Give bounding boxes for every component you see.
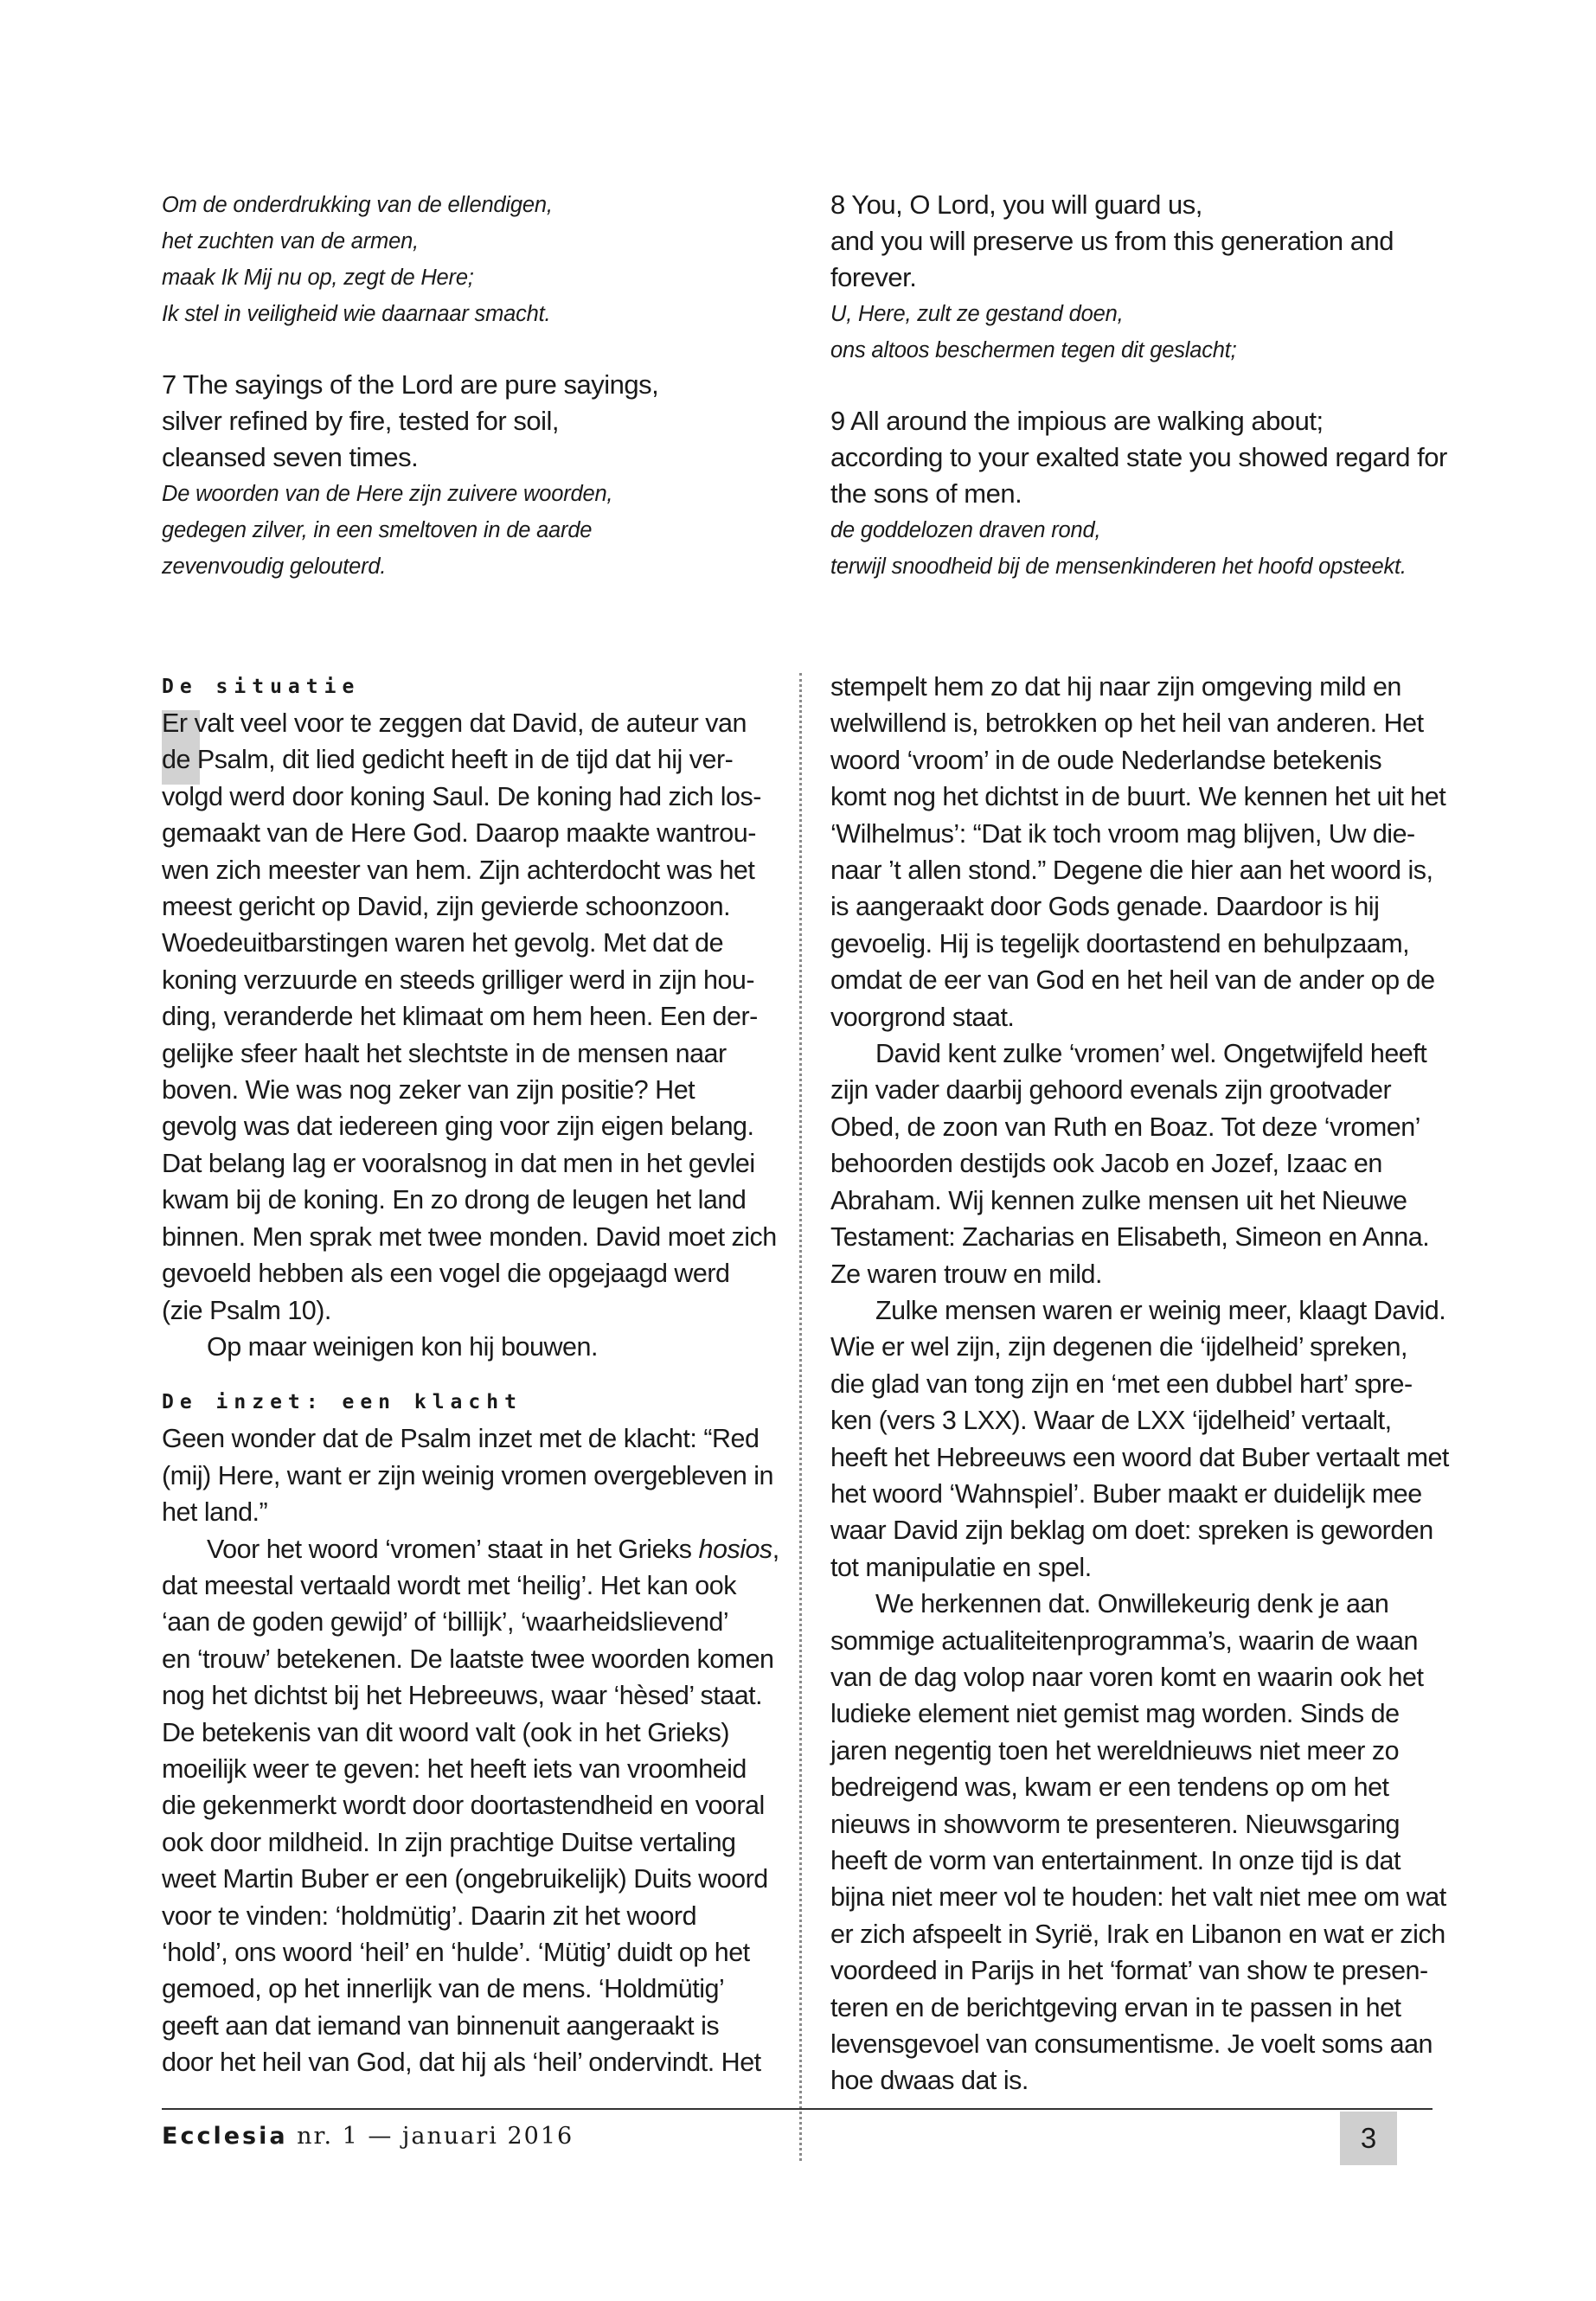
verse-line: silver refined by fire, tested for soil, xyxy=(162,406,559,436)
text-line: Er valt veel voor te zeggen dat David, de auteur van xyxy=(162,708,747,738)
verse-line: the sons of men. xyxy=(830,478,1022,509)
verse8-english xyxy=(830,187,1453,296)
text-line: gevoeld hebben als een vogel die opgejaagd werd xyxy=(162,1259,730,1289)
text-line: die gekenmerkt wordt door doortastendheid en vooral xyxy=(162,1791,765,1821)
text-line: Wie er wel zijn, zijn degenen die ‘ijdelheid’ spreken, xyxy=(830,1332,1407,1362)
verse-line: cleansed seven times. xyxy=(162,442,419,472)
paragraph-inzet xyxy=(162,1420,785,2080)
text-line: (zie Psalm 10). xyxy=(162,1295,331,1325)
verse-line: de goddelozen draven rond, xyxy=(830,518,1101,542)
text-line: bedreigend was, kwam er een tendens op om het xyxy=(830,1772,1389,1803)
text-line: stempelt hem zo dat hij naar zijn omgeving mild en xyxy=(830,672,1401,702)
text-line: geeft aan dat iemand van binnenuit aangeraakt is xyxy=(162,2010,720,2041)
text-line: binnen. Men sprak met twee monden. David moet zich xyxy=(162,1221,777,1252)
text-line: Zulke mensen waren er weinig meer, klaagt David. xyxy=(875,1295,1446,1325)
text-line: voordeed in Parijs in het ‘format’ van show te presen- xyxy=(830,1956,1428,1986)
text-line: De betekenis van dit woord valt (ook in het Grieks) xyxy=(162,1717,729,1747)
text-line: Dat belang lag er vooralsnog in dat men in het gevlei xyxy=(162,1148,755,1178)
text-line: het woord ‘Wahnspiel’. Buber maakt er duidelijk mee xyxy=(830,1478,1422,1509)
text-line: levensgevoel van consumentisme. Je voelt soms aan xyxy=(830,2029,1433,2060)
text-line: gelijke sfeer haalt het slechtste in de mensen naar xyxy=(162,1038,727,1068)
verses-right xyxy=(830,187,1453,585)
text-run: Voor het woord ‘vromen’ staat in het Grieks xyxy=(207,1534,699,1564)
text-line: ding, veranderde het klimaat om hem heen. Een der- xyxy=(162,1002,758,1032)
text-line: ‘aan de goden gewijd’ of ‘billijk’, ‘waarheidslievend’ xyxy=(162,1607,729,1638)
text-line: ook door mildheid. In zijn prachtige Duitse vertaling xyxy=(162,1827,736,1857)
paragraph-situatie xyxy=(162,705,785,1365)
magazine-name: Ecclesia xyxy=(162,2123,288,2150)
text-line: teren en de berichtgeving ervan in te passen in het xyxy=(830,1992,1401,2022)
text-line: ken (vers 3 LXX). Waar de LXX ‘ijdelheid’ vertaalt, xyxy=(830,1406,1392,1436)
column-divider xyxy=(799,673,802,2161)
text-line: David kent zulke ‘vromen’ wel. Ongetwijfeld heeft xyxy=(875,1039,1427,1069)
text-line: die glad van tong zijn en ‘met een dubbel hart’ spre- xyxy=(830,1368,1413,1399)
text-line: Woedeuitbarstingen waren het gevolg. Met dat de xyxy=(162,928,724,958)
text-line: gemaakt van de Here God. Daarop maakte wantrou- xyxy=(162,818,756,849)
text-line: Op maar weinigen kon hij bouwen. xyxy=(207,1331,598,1362)
text-line: koning verzuurde en steeds grilliger werd in zijn hou- xyxy=(162,965,755,995)
text-line: ‘hold’, ons woord ‘heil’ en ‘hulde’. ‘Mütig’ duidt op het xyxy=(162,1938,750,1967)
text-line: welwillend is, betrokken op het heil van anderen. Het xyxy=(830,708,1424,739)
text-line: Obed, de zoon van Ruth en Boaz. Tot deze ‘vromen’ xyxy=(830,1112,1420,1142)
footer xyxy=(162,2119,574,2154)
verse-line: 7 The sayings of the Lord are pure sayings, xyxy=(162,369,659,400)
text-line: jaren negentig toen het wereldnieuws niet meer zo xyxy=(830,1735,1400,1766)
verses-left xyxy=(162,187,785,585)
text-line: de Psalm, dit lied gedicht heeft in de tijd dat hij ver- xyxy=(162,745,734,775)
verse8-dutch xyxy=(830,296,1453,369)
text-line: is aangeraakt door Gods genade. Daardoor is hij xyxy=(830,892,1380,922)
article-left-column xyxy=(162,669,785,2081)
text-line: dat meestal vertaald wordt met ‘heilig’. Het kan ook xyxy=(162,1570,736,1600)
verse-line: forever. xyxy=(830,262,917,292)
verse-line: De woorden van de Here zijn zuivere woorden, xyxy=(162,482,613,506)
text-line: het land.” xyxy=(162,1497,268,1528)
text-line: volgd werd door koning Saul. De koning had zich los- xyxy=(162,781,761,811)
text-line: Testament: Zacharias en Elisabeth, Simeon en Anna. xyxy=(830,1222,1430,1253)
text-line: ludieke element niet gemist mag worden. Sinds de xyxy=(830,1699,1400,1729)
verse-line: Om de onderdrukking van de ellendigen, xyxy=(162,193,553,217)
text-line: (mij) Here, want er zijn weinig vromen overgebleven in xyxy=(162,1460,773,1490)
text-line: moeilijk weer te geven: het heeft iets van vroomheid xyxy=(162,1753,747,1784)
text-line: tot manipulatie en spel. xyxy=(830,1552,1092,1582)
verse6-dutch xyxy=(162,187,785,332)
italic-term-hosios: hosios xyxy=(698,1534,772,1564)
verse9-dutch xyxy=(830,512,1453,585)
section-heading-inzet: De inzet: een klacht xyxy=(162,1391,522,1414)
text-line: waar David zijn beklag om doet: spreken is geworden xyxy=(830,1516,1433,1546)
paragraph-right-2 xyxy=(830,1035,1453,1292)
verse-line: het zuchten van de armen, xyxy=(162,229,419,253)
text-line: hoe dwaas dat is. xyxy=(830,2066,1029,2096)
text-line: heeft de vorm van entertainment. In onze tijd is dat xyxy=(830,1846,1401,1875)
text-line: Geen wonder dat de Psalm inzet met de klacht: “Red xyxy=(162,1424,760,1454)
verse-line: zevenvoudig gelouterd. xyxy=(162,554,387,579)
text-line: gevoelig. Hij is tegelijk doortastend en behulpzaam, xyxy=(830,928,1410,958)
text-line: en ‘trouw’ betekenen. De laatste twee woorden komen xyxy=(162,1644,774,1674)
text-line: woord ‘vroom’ in de oude Nederlandse betekenis xyxy=(830,745,1382,775)
text-line: komt nog het dichtst in de buurt. We kennen het uit het xyxy=(830,782,1446,812)
verse-line: terwijl snoodheid bij de mensenkinderen het hoofd opsteekt. xyxy=(830,554,1407,579)
verse-line: 9 All around the impious are walking about; xyxy=(830,406,1324,436)
text-line: naar ’t allen stond.” Degene die hier aan het woord is, xyxy=(830,856,1433,886)
page-number: 3 xyxy=(1340,2112,1397,2165)
issue-info: nr. 1 — januari 2016 xyxy=(297,2123,574,2150)
text-line: nog het dichtst bij het Hebreeuws, waar ‘hèsed’ staat. xyxy=(162,1681,763,1711)
text-line: gevolg was dat iedereen ging voor zijn eigen belang. xyxy=(162,1112,754,1142)
text-line: weet Martin Buber er een (ongebruikelijk) Duits woord xyxy=(162,1864,768,1894)
text-line: nieuws in showvorm te presenteren. Nieuwsgaring xyxy=(830,1809,1400,1839)
verse-line: and you will preserve us from this generation and xyxy=(830,226,1394,256)
text-line: We herkennen dat. Onwillekeurig denk je aan xyxy=(875,1589,1389,1619)
text-line: door het heil van God, dat hij als ‘heil’ ondervindt. Het xyxy=(162,2048,761,2078)
text-line: sommige actualiteitenprogramma’s, waarin de waan xyxy=(830,1625,1418,1656)
verse7-dutch xyxy=(162,476,785,585)
paragraph-right-4 xyxy=(830,1586,1453,2099)
verse-line: maak Ik Mij nu op, zegt de Here; xyxy=(162,266,474,290)
text-line: kwam bij de koning. En zo drong de leugen het land xyxy=(162,1185,747,1215)
text-line: omdat de eer van God en het heil van de ander op de xyxy=(830,965,1435,996)
paragraph-right-1 xyxy=(830,669,1453,1035)
text-run: , xyxy=(772,1534,779,1564)
text-line: er zich afspeelt in Syrië, Irak en Libanon en wat er zich xyxy=(830,1919,1445,1949)
verse-line: U, Here, zult ze gestand doen, xyxy=(830,302,1124,326)
verse-line: Ik stel in veiligheid wie daarnaar smacht. xyxy=(162,302,551,326)
text-line: van de dag volop naar voren komt en waarin ook het xyxy=(830,1662,1424,1692)
text-line xyxy=(162,1531,785,1567)
paragraph-right-3 xyxy=(830,1292,1453,1586)
text-line: gemoed, op het innerlijk van de mens. ‘Holdmütig’ xyxy=(162,1974,725,2004)
verse-line: ons altoos beschermen tegen dit geslacht; xyxy=(830,338,1237,362)
section-heading-situatie: De situatie xyxy=(162,676,361,698)
verse9-english xyxy=(830,403,1453,512)
text-line: Abraham. Wij kennen zulke mensen uit het Nieuwe xyxy=(830,1185,1407,1215)
article-right-column xyxy=(830,669,1453,2099)
text-line: ‘Wilhelmus’: “Dat ik toch vroom mag blijven, Uw die- xyxy=(830,818,1415,849)
text-line: meest gericht op David, zijn gevierde schoonzoon. xyxy=(162,892,731,922)
verse-line: according to your exalted state you showed regard for xyxy=(830,442,1447,472)
text-line: behoorden destijds ook Jacob en Jozef, Izaac en xyxy=(830,1149,1382,1179)
text-line: heeft het Hebreeuws een woord dat Buber vertaalt met xyxy=(830,1442,1449,1472)
text-line: zijn vader daarbij gehoord evenals zijn grootvader xyxy=(830,1075,1392,1106)
text-line: boven. Wie was nog zeker van zijn positie? Het xyxy=(162,1075,695,1106)
text-line: Ze waren trouw en mild. xyxy=(830,1259,1102,1289)
text-line: bijna niet meer vol te houden: het valt niet mee om wat xyxy=(830,1882,1446,1913)
footer-rule xyxy=(162,2108,1433,2110)
text-line: wen zich meester van hem. Zijn achterdocht was het xyxy=(162,855,755,885)
verse-line: 8 You, O Lord, you will guard us, xyxy=(830,189,1202,220)
text-line: voorgrond staat. xyxy=(830,1002,1015,1032)
text-line: voor te vinden: ‘holdmütig’. Daarin zit het woord xyxy=(162,1900,697,1931)
verse7-english xyxy=(162,367,785,476)
verse-line: gedegen zilver, in een smeltoven in de aarde xyxy=(162,518,593,542)
